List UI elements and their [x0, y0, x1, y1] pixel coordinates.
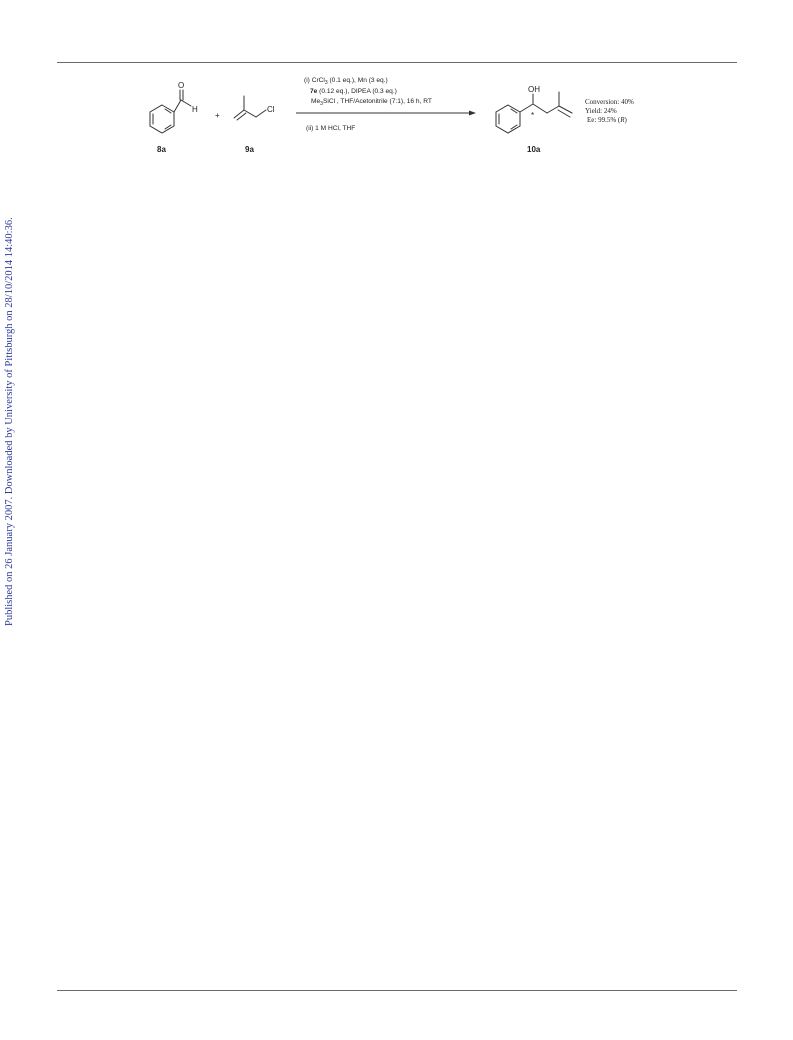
result-ee: Ee: 99.5% (R): [587, 116, 627, 124]
aldehyde-oxygen-label: O: [178, 81, 185, 90]
result-yield: Yield: 24%: [585, 107, 617, 115]
hydroxyl-label: OH: [528, 85, 540, 94]
condition-step1-line3: $Me_3SiCl$ , THF/Acetonitrile (7:1), 16 h, RT: [311, 98, 432, 107]
aldehyde-hydrogen-label: H: [192, 105, 198, 114]
product-structure: [496, 85, 572, 133]
compound-label-10a: 10a: [527, 145, 541, 154]
result-conversion: Conversion: 40%: [585, 98, 634, 106]
download-stamp: Published on 26 January 2007. Downloaded by University of Pittsburgh on 28/10/2014 14:40:36.: [4, 217, 15, 626]
compound-label-9a: 9a: [245, 145, 254, 154]
compound-label-8a: 8a: [157, 145, 166, 154]
plus-sign: +: [215, 111, 220, 120]
reaction-arrow: [296, 111, 476, 116]
condition-step1-line2: 7e (0.12 eq.), DIPEA (0.3 eq.): [310, 88, 397, 95]
condition-step2: (ii) 1 M HCl, THF: [306, 125, 356, 132]
benzaldehyde-structure: [150, 81, 198, 133]
condition-step1-line1: (i) CrCl$_3$ (0.1 eq.), Mn (3 eq.): [304, 77, 388, 86]
chlorine-label: Cl: [267, 105, 275, 114]
methallyl-chloride-structure: [234, 96, 275, 120]
stereocenter-marker: *: [531, 111, 535, 120]
